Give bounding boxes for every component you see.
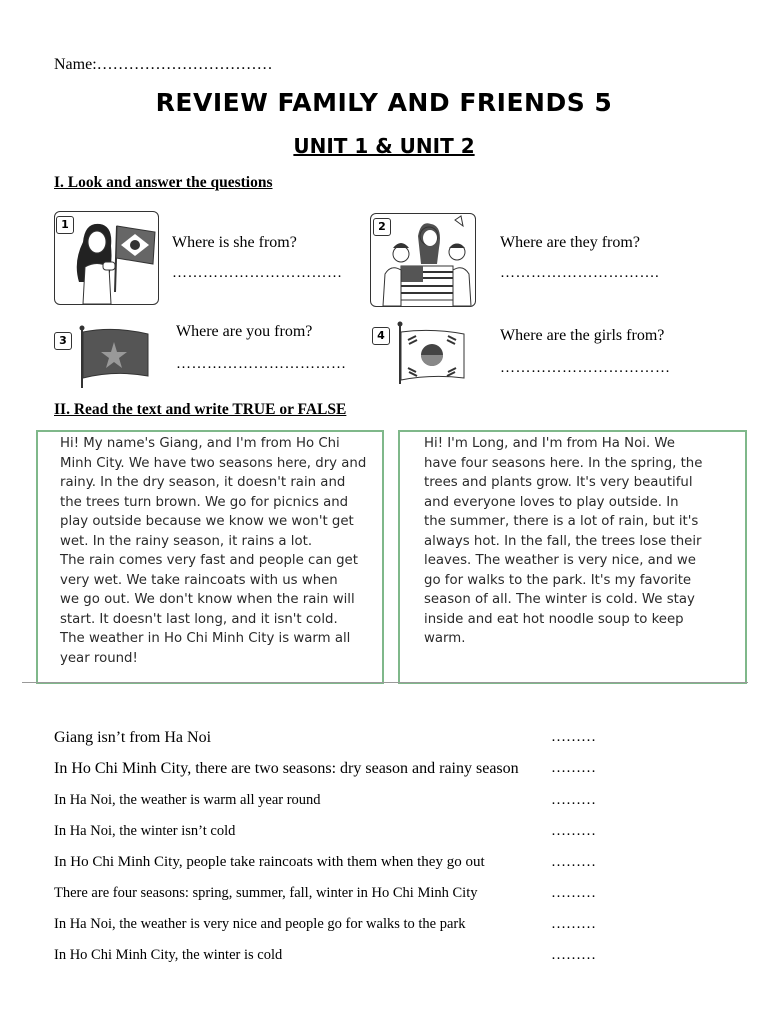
statement-text: There are four seasons: spring, summer, fall, winter in Ho Chi Minh City	[54, 885, 478, 901]
page-subtitle: UNIT 1 & UNIT 2	[293, 134, 475, 158]
reading-paragraph: Hi! I'm Long, and I'm from Ha Noi. We have four seasons here. In the spring, the trees and plants grow. It's very beautiful and everyone loves to play outside. In the summer, there is a lot of rain, but it's always hot. In the fall, the trees lose their leaves. The weather is very nice, and we go for walks to the park. It's my favorite season of all. The winter is cold. We stay inside and eat hot noodle soup to keep warm.	[424, 436, 703, 646]
answer-blank[interactable]: ………	[551, 916, 596, 932]
statement-row	[54, 947, 614, 969]
statement-row	[54, 823, 614, 845]
statement-row	[54, 916, 614, 938]
statement-text: In Ho Chi Minh City, the winter is cold	[54, 947, 283, 963]
answer-line[interactable]: ………………………….	[500, 265, 660, 281]
statement-text: In Ha Noi, the winter isn’t cold	[54, 823, 236, 839]
divider	[22, 682, 748, 683]
statement-text: In Ho Chi Minh City, there are two seasons: dry season and rainy season	[54, 760, 519, 777]
question-number: 3	[54, 332, 72, 350]
question-text: Where are the girls from?	[500, 327, 665, 344]
vietnam-flag-icon	[76, 324, 152, 388]
question-number: 2	[373, 218, 391, 236]
answer-blank[interactable]: ………	[551, 885, 596, 901]
question-text: Where are you from?	[176, 323, 313, 340]
page-title: REVIEW FAMILY AND FRIENDS 5	[155, 88, 613, 117]
korea-flag-icon	[394, 320, 468, 384]
answer-blank[interactable]: ………	[551, 760, 596, 776]
question-number: 4	[372, 327, 390, 345]
statement-row	[54, 729, 614, 751]
statement-row	[54, 854, 614, 876]
reading-text-long	[398, 430, 747, 684]
statement-text: Giang isn’t from Ha Noi	[54, 729, 212, 746]
answer-blank[interactable]: ………	[551, 729, 596, 745]
answer-line[interactable]: ……………………………	[500, 360, 671, 376]
statement-row	[54, 885, 614, 907]
question-text: Where is she from?	[172, 234, 297, 251]
answer-blank[interactable]: ………	[551, 792, 596, 808]
question-text: Where are they from?	[500, 234, 640, 251]
statement-row	[54, 792, 614, 814]
statement-text: In Ha Noi, the weather is warm all year round	[54, 792, 321, 808]
answer-blank[interactable]: ………	[551, 947, 596, 963]
answer-blank[interactable]: ………	[551, 854, 596, 870]
reading-text-giang	[36, 430, 384, 684]
answer-blank[interactable]: ………	[551, 823, 596, 839]
section-1-heading: I. Look and answer the questions	[54, 174, 273, 191]
statement-text: In Ha Noi, the weather is very nice and people go for walks to the park	[54, 916, 466, 932]
question-number: 1	[56, 216, 74, 234]
section-2-heading: II. Read the text and write TRUE or FALSE	[54, 401, 347, 418]
name-field-label: Name:……………………………	[54, 56, 273, 73]
answer-line[interactable]: ……………………………	[176, 356, 347, 372]
statement-text: In Ho Chi Minh City, people take raincoats with them when they go out	[54, 854, 485, 870]
answer-line[interactable]: ……………………………	[172, 265, 343, 281]
reading-paragraph: Hi! My name's Giang, and I'm from Ho Chi Minh City. We have two seasons here, dry and rainy. In the dry season, it doesn't rain and the trees turn brown. We go for picnics and play outside because we know we won't get wet. In the rainy season, it rains a lot. The rain comes very fast and people can get very wet. We take raincoats with us when we go out. We don't know when the rain will start. It doesn't last long, and it isn't cold. The weather in Ho Chi Minh City is warm all year round!	[60, 436, 367, 666]
statement-row	[54, 760, 614, 782]
